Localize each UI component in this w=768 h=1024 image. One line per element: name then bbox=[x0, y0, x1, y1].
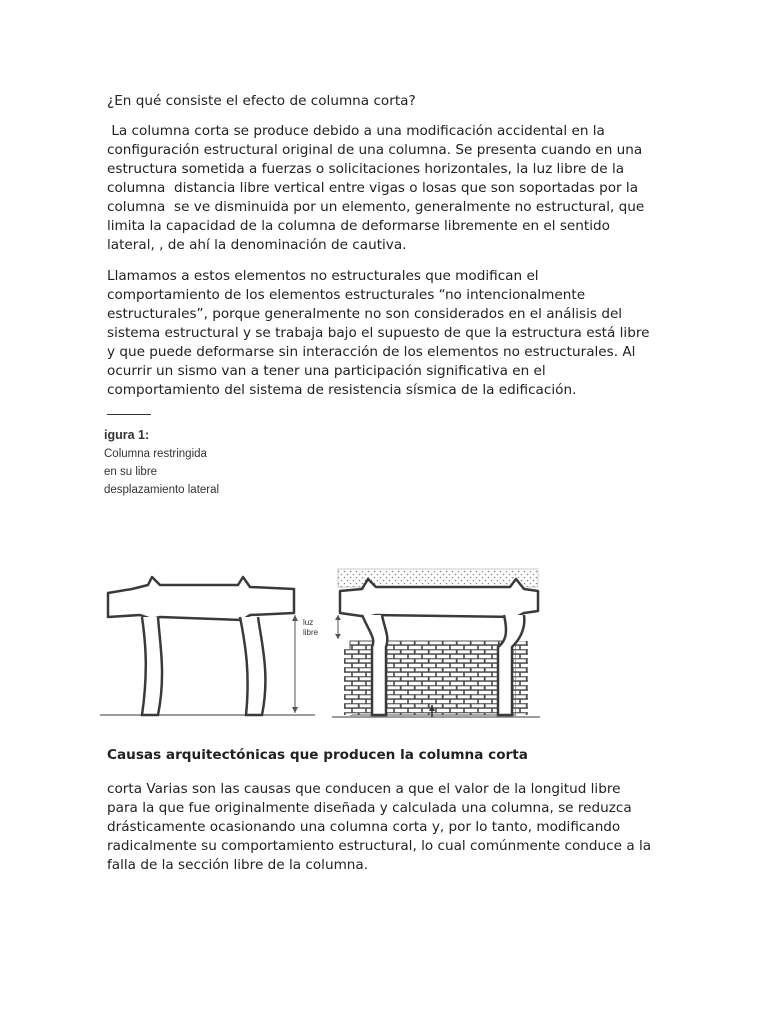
paragraph-line: estructurales”, porque generalmente no son considerados en el análisis del bbox=[107, 306, 623, 322]
paragraph-line: para la que fue originalmente diseñada y calculada una columna, se reduzca bbox=[107, 800, 632, 816]
paragraph-line: radicalmente su comportamiento estructural, lo cual comúnmente conduce a la bbox=[107, 838, 652, 854]
luz-libre-label: luz bbox=[303, 618, 314, 627]
paragraph-line: estructura sometida a fuerzas o solicitaciones horizontales, la luz libre de la bbox=[107, 161, 625, 177]
paragraph-line: comportamiento de los elementos estructurales “no intencionalmente bbox=[107, 287, 586, 303]
short-column-figure bbox=[100, 555, 540, 725]
paragraph-1 bbox=[107, 122, 667, 255]
paragraph-line: y que puede deformarse sin interacción de los elementos no estructurales. Al bbox=[107, 344, 636, 360]
paragraph-line: falla de la sección libre de la columna. bbox=[107, 857, 369, 873]
paragraph-2 bbox=[107, 267, 667, 400]
paragraph-line: Llamamos a estos elementos no estructurales que modifican el bbox=[107, 268, 539, 284]
luz-libre-label: libre bbox=[303, 628, 319, 637]
paragraph-line: sistema estructural y se trabaja bajo el supuesto de que la estructura está libre bbox=[107, 325, 650, 341]
paragraph-line: comportamiento del sistema de resistencia sísmica de la edificación. bbox=[107, 382, 577, 398]
free-frame bbox=[100, 577, 315, 715]
paragraph-line: drásticamente ocasionando una columna corta y, por lo tanto, modificando bbox=[107, 819, 621, 835]
paragraph-line: columna se ve disminuida por un elemento, generalmente no estructural, que bbox=[107, 199, 645, 215]
paragraph-line: corta Varias son las causas que conducen a que el valor de la longitud libre bbox=[107, 781, 621, 797]
figure-caption bbox=[104, 426, 219, 499]
paragraph-line: ocurrir un sismo van a tener una participación significativa en el bbox=[107, 363, 546, 379]
figure-title: igura 1: bbox=[104, 428, 150, 442]
footnote-rule bbox=[107, 414, 151, 415]
paragraph-line: lateral, , de ahí la denominación de cautiva. bbox=[107, 237, 407, 253]
paragraph-line: La columna corta se produce debido a una modificación accidental en la bbox=[107, 123, 605, 139]
caption-line: desplazamiento lateral bbox=[104, 484, 220, 496]
restricted-frame bbox=[332, 569, 540, 717]
paragraph-3 bbox=[107, 780, 667, 875]
paragraph-line: columna distancia libre vertical entre vigas o losas que son soportadas por la bbox=[107, 180, 639, 196]
caption-line: Columna restringida bbox=[104, 448, 207, 460]
caption-line: en su libre bbox=[104, 466, 158, 478]
paragraph-line: configuración estructural original de una columna. Se presenta cuando en una bbox=[107, 142, 643, 158]
question-heading: ¿En qué consiste el efecto de columna corta? bbox=[107, 93, 416, 109]
section-heading: Causas arquitectónicas que producen la columna corta bbox=[107, 747, 528, 763]
paragraph-line: limita la capacidad de la columna de deformarse libremente en el sentido bbox=[107, 218, 610, 234]
